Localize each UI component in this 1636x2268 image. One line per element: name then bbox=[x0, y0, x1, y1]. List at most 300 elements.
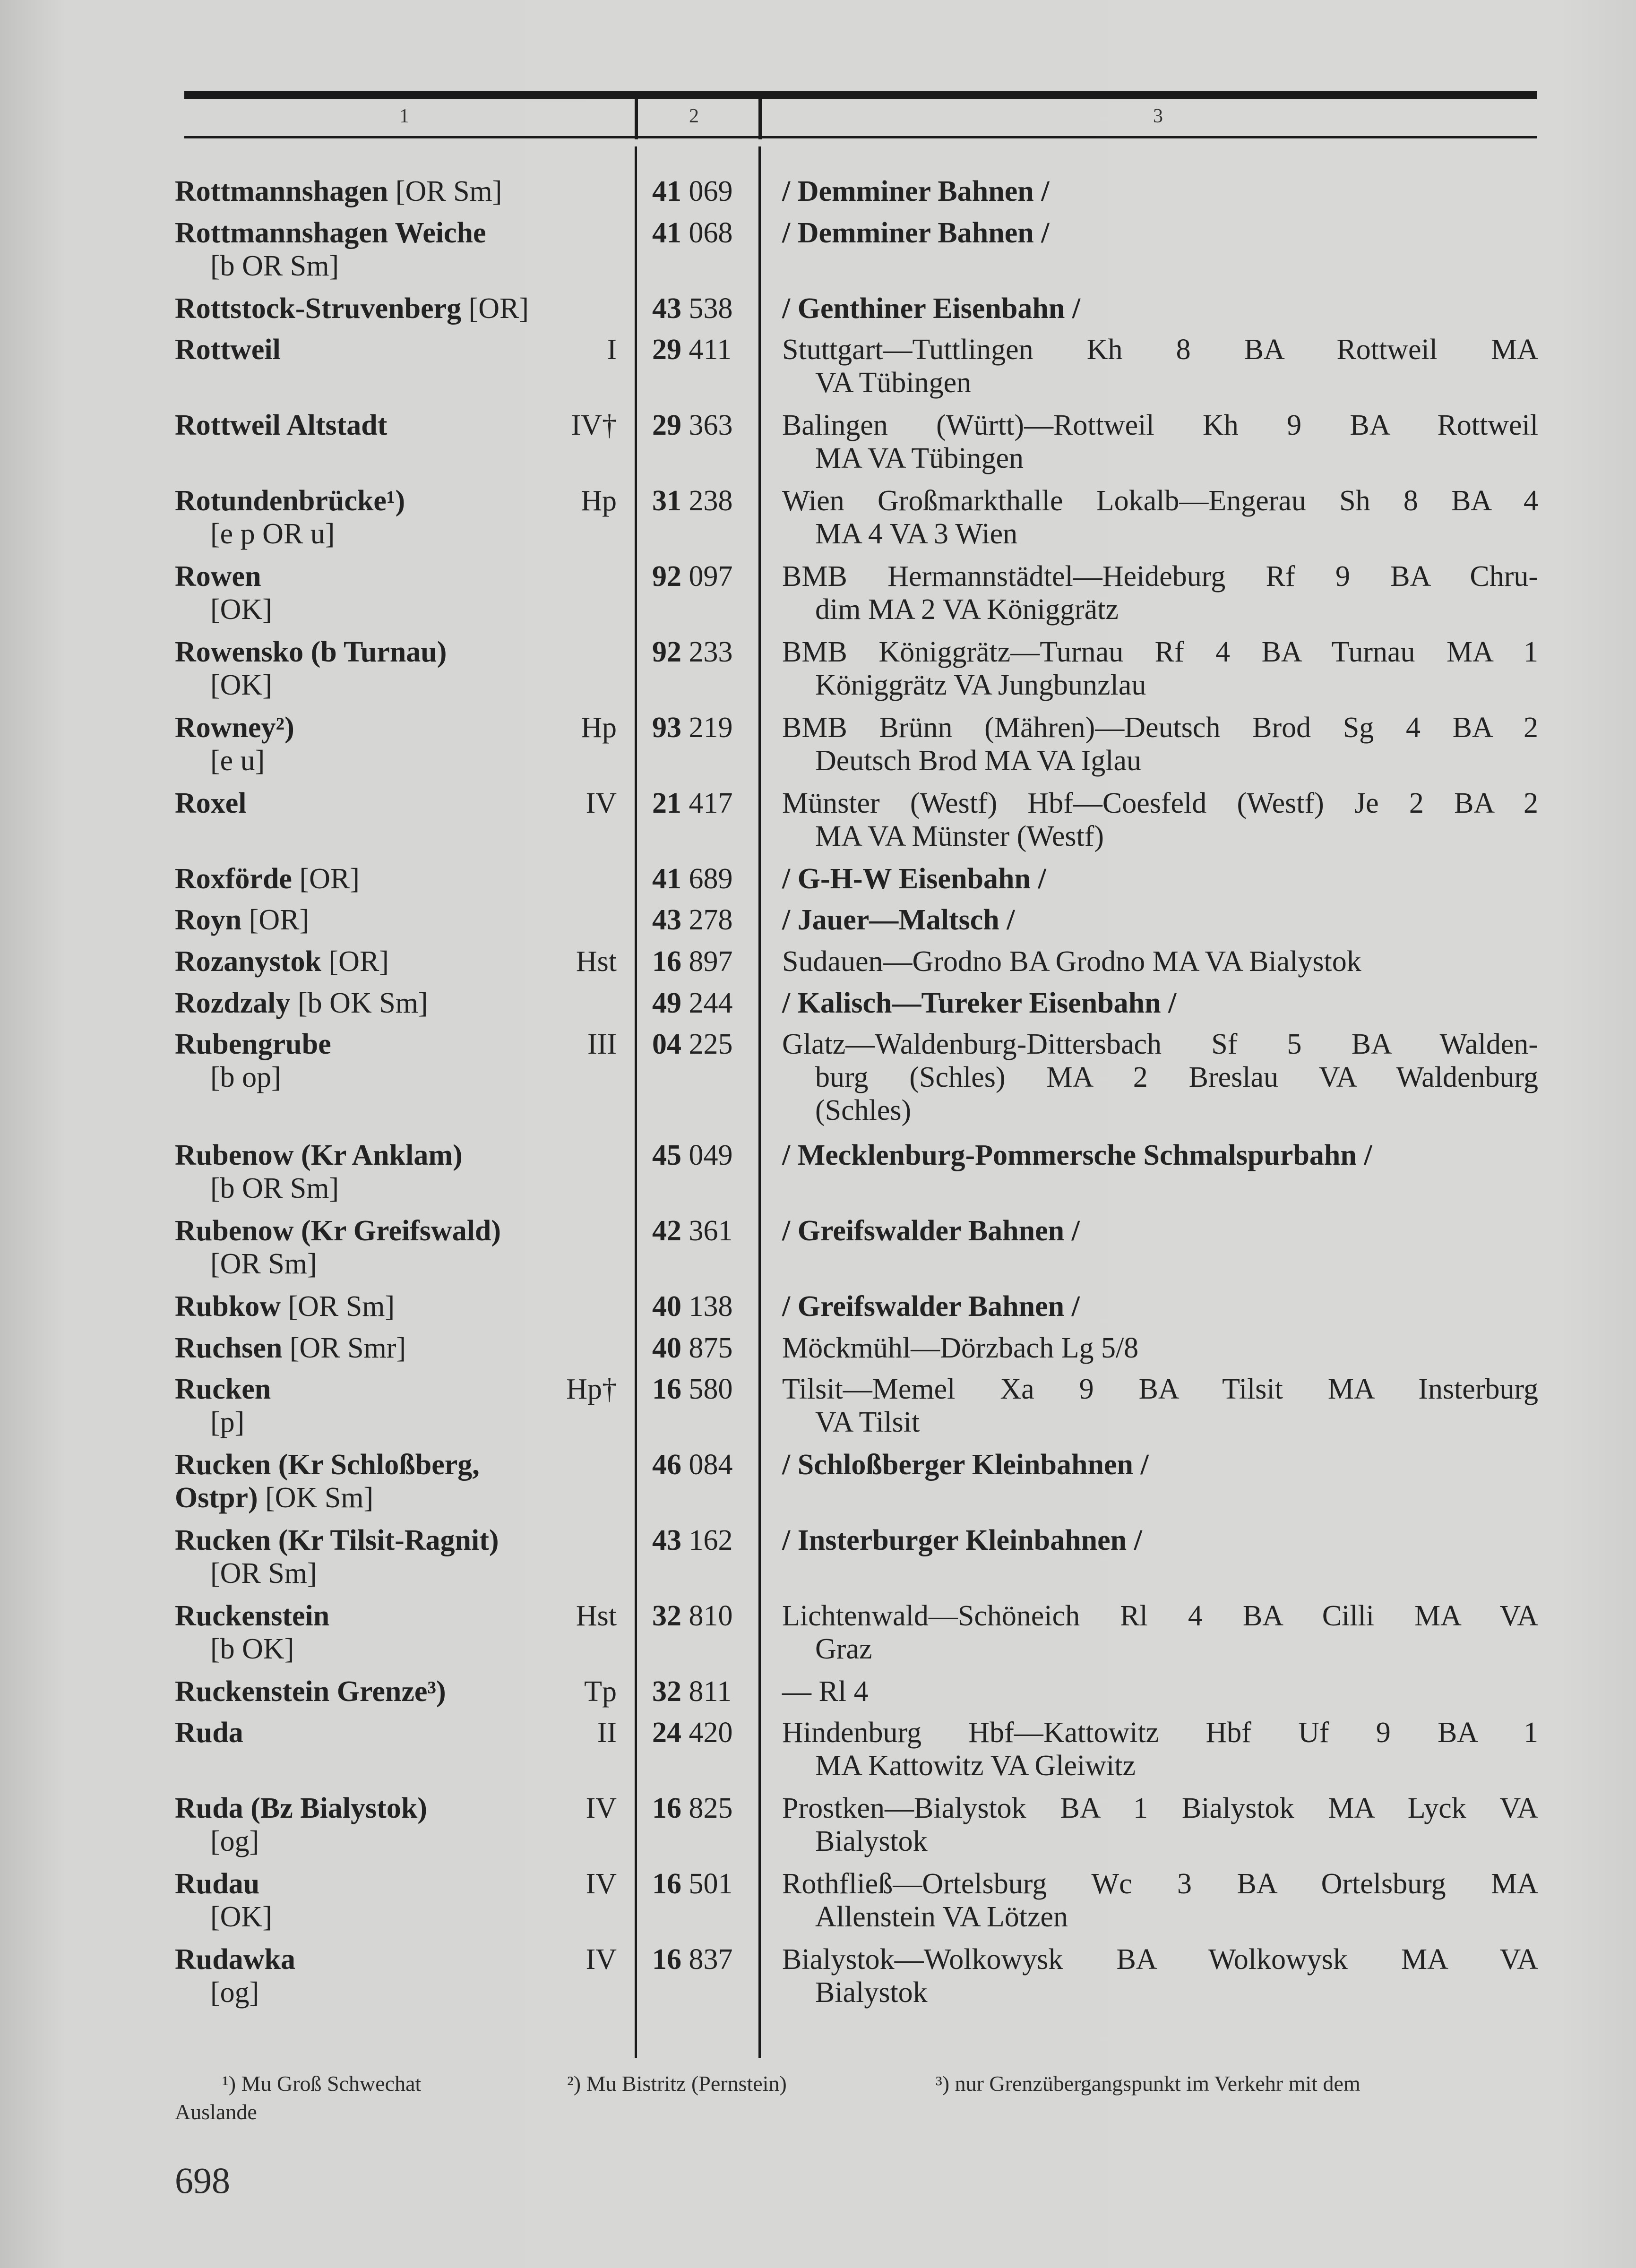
station-line bbox=[175, 636, 617, 669]
station-name: Ruchsen bbox=[175, 1332, 283, 1364]
route-cell bbox=[782, 333, 1538, 399]
station-cell bbox=[175, 560, 617, 626]
route-cell bbox=[782, 987, 1538, 1020]
station-cell bbox=[175, 862, 617, 895]
station-cell bbox=[175, 292, 617, 325]
station-number bbox=[652, 1599, 747, 1632]
station-code: [OR] bbox=[299, 863, 360, 895]
railway-name: / Demminer Bahnen / bbox=[782, 217, 1050, 249]
number-prefix: 32 bbox=[652, 1675, 681, 1708]
railway-name: / Genthiner Eisenbahn / bbox=[782, 292, 1081, 325]
number-suffix: 225 bbox=[689, 1028, 733, 1060]
station-name: Ruckenstein bbox=[175, 1600, 330, 1632]
station-code: [e p OR u] bbox=[210, 518, 335, 550]
route-line: MA Kattowitz VA Gleiwitz bbox=[815, 1750, 1136, 1782]
route-cell bbox=[782, 1599, 1538, 1666]
route-line: Sudauen—Grodno BA Grodno MA VA Bialystok bbox=[782, 945, 1361, 978]
station-cell bbox=[175, 636, 617, 702]
station-line bbox=[175, 484, 617, 517]
station-line bbox=[175, 1028, 617, 1061]
header-rule bbox=[184, 136, 1537, 138]
number-suffix: 361 bbox=[689, 1215, 733, 1247]
station-code: [OK] bbox=[210, 669, 272, 701]
station-line bbox=[175, 1448, 617, 1481]
station-code: [OR Sm] bbox=[395, 175, 502, 207]
station-name: Rucken (Kr Tilsit-Ragnit) bbox=[175, 1524, 499, 1556]
station-cell bbox=[175, 333, 617, 366]
route-line: burg (Schles) MA 2 Breslau VA Waldenburg bbox=[815, 1061, 1538, 1093]
number-prefix: 04 bbox=[652, 1028, 681, 1060]
station-class: Hst bbox=[576, 1600, 617, 1632]
railway-name: / Greifswalder Bahnen / bbox=[782, 1290, 1080, 1323]
number-suffix: 580 bbox=[689, 1373, 733, 1405]
station-name: Rottmannshagen Weiche bbox=[175, 217, 486, 249]
number-suffix: 244 bbox=[689, 987, 733, 1019]
route-line: MA 4 VA 3 Wien bbox=[815, 518, 1018, 550]
station-line bbox=[175, 1524, 617, 1557]
footnote-2: ²) Mu Bistritz (Pernstein) bbox=[567, 2071, 787, 2096]
station-number bbox=[652, 1373, 747, 1406]
station-name: Rottmannshagen bbox=[175, 175, 388, 207]
route-line: BMB Hermannstädtel—Heideburg Rf 9 BA Chru- bbox=[782, 560, 1538, 593]
page-number: 698 bbox=[175, 2160, 230, 2201]
column-header-1: 1 bbox=[399, 105, 409, 127]
station-cell bbox=[175, 216, 617, 283]
route-line: BMB Brünn (Mähren)—Deutsch Brod Sg 4 BA 2 bbox=[782, 712, 1538, 744]
station-code: [b op] bbox=[210, 1061, 281, 1093]
route-cell bbox=[782, 175, 1538, 208]
station-code: [og] bbox=[210, 1976, 259, 2009]
route-cell bbox=[782, 1448, 1538, 1481]
station-name: Rubenow (Kr Greifswald) bbox=[175, 1215, 501, 1247]
station-class: IV† bbox=[571, 409, 617, 441]
station-number bbox=[652, 333, 747, 366]
station-name: Rubenow (Kr Anklam) bbox=[175, 1139, 463, 1171]
number-prefix: 92 bbox=[652, 636, 681, 668]
number-prefix: 45 bbox=[652, 1139, 681, 1171]
station-code: [b OR Sm] bbox=[210, 250, 339, 282]
railway-name: / Demminer Bahnen / bbox=[782, 175, 1050, 207]
column-divider bbox=[758, 97, 762, 139]
station-line bbox=[175, 945, 617, 978]
route-cell bbox=[782, 1675, 1538, 1708]
route-line: (Schles) bbox=[815, 1094, 912, 1126]
station-cell bbox=[175, 1028, 617, 1094]
number-suffix: 420 bbox=[689, 1717, 733, 1749]
route-line: Lichtenwald—Schöneich Rl 4 BA Cilli MA VA bbox=[782, 1600, 1538, 1632]
station-number bbox=[652, 1867, 747, 1900]
route-line: Balingen (Württ)—Rottweil Kh 9 BA Rottweil bbox=[782, 409, 1538, 441]
route-cell bbox=[782, 1792, 1538, 1858]
number-suffix: 837 bbox=[689, 1943, 733, 1976]
station-number bbox=[652, 1943, 747, 1976]
station-cell bbox=[175, 945, 617, 978]
route-cell bbox=[782, 1332, 1538, 1365]
number-suffix: 068 bbox=[689, 217, 733, 249]
station-code: [p] bbox=[210, 1406, 245, 1438]
number-prefix: 32 bbox=[652, 1600, 681, 1632]
route-cell bbox=[782, 787, 1538, 853]
station-number bbox=[652, 216, 747, 249]
railway-name: / G-H-W Eisenbahn / bbox=[782, 863, 1046, 895]
station-cell bbox=[175, 1675, 617, 1708]
station-name-continued: Ostpr) bbox=[175, 1482, 258, 1514]
number-prefix: 43 bbox=[652, 904, 681, 936]
route-line: Prostken—Bialystok BA 1 Bialystok MA Lyck VA bbox=[782, 1792, 1538, 1824]
station-cell bbox=[175, 903, 617, 936]
station-number bbox=[652, 1139, 747, 1172]
route-line: Deutsch Brod MA VA Iglau bbox=[815, 745, 1142, 777]
station-line bbox=[175, 744, 617, 777]
station-class: II bbox=[597, 1717, 617, 1749]
number-suffix: 084 bbox=[689, 1449, 733, 1481]
column-header-2: 2 bbox=[689, 105, 699, 127]
route-line: MA VA Tübingen bbox=[815, 442, 1024, 474]
station-code: [og] bbox=[210, 1825, 259, 1857]
number-prefix: 16 bbox=[652, 945, 681, 978]
station-name: Rozanystok bbox=[175, 945, 322, 978]
station-name: Ruckenstein Grenze³) bbox=[175, 1675, 446, 1708]
station-line bbox=[175, 669, 617, 702]
number-suffix: 810 bbox=[689, 1600, 733, 1632]
station-line bbox=[175, 560, 617, 593]
station-name: Rubengrube bbox=[175, 1028, 331, 1060]
station-number bbox=[652, 711, 747, 744]
station-line bbox=[175, 1290, 617, 1323]
station-class: I bbox=[607, 334, 617, 366]
route-cell bbox=[782, 862, 1538, 895]
route-cell bbox=[782, 1943, 1538, 2009]
station-line bbox=[175, 1373, 617, 1406]
route-cell bbox=[782, 711, 1538, 777]
station-name: Rowensko (b Turnau) bbox=[175, 636, 447, 668]
station-line bbox=[175, 1632, 617, 1666]
station-number bbox=[652, 1792, 747, 1825]
route-line: VA Tilsit bbox=[815, 1406, 920, 1438]
number-suffix: 238 bbox=[689, 485, 733, 517]
railway-name: / Jauer—Maltsch / bbox=[782, 904, 1015, 936]
station-class: Tp bbox=[584, 1675, 617, 1708]
number-suffix: 689 bbox=[689, 863, 733, 895]
station-code: [OR] bbox=[328, 945, 389, 978]
number-prefix: 40 bbox=[652, 1332, 681, 1364]
station-name: Rowney²) bbox=[175, 712, 294, 744]
station-number bbox=[652, 409, 747, 442]
top-rule bbox=[184, 91, 1537, 99]
number-prefix: 31 bbox=[652, 485, 681, 517]
number-prefix: 16 bbox=[652, 1373, 681, 1405]
route-cell bbox=[782, 1139, 1538, 1172]
footnote-3: ³) nur Grenzübergangspunkt im Verkehr mit dem bbox=[936, 2071, 1360, 2096]
route-cell bbox=[782, 1373, 1538, 1439]
route-cell bbox=[782, 560, 1538, 626]
railway-name: / Kalisch—Tureker Eisenbahn / bbox=[782, 987, 1177, 1019]
station-line bbox=[175, 987, 617, 1020]
station-name: Rudawka bbox=[175, 1943, 295, 1976]
station-line bbox=[175, 517, 617, 550]
station-name: Rubkow bbox=[175, 1290, 281, 1323]
route-line: Wien Großmarkthalle Lokalb—Engerau Sh 8 BA 4 bbox=[782, 485, 1538, 517]
station-line bbox=[175, 1214, 617, 1247]
station-code: [OR Sm] bbox=[210, 1557, 317, 1589]
station-cell bbox=[175, 1139, 617, 1205]
station-cell bbox=[175, 1332, 617, 1365]
railway-name: / Schloßberger Kleinbahnen / bbox=[782, 1449, 1149, 1481]
number-suffix: 162 bbox=[689, 1524, 733, 1556]
station-cell bbox=[175, 1792, 617, 1858]
footnote-1: ¹) Mu Groß Schwechat bbox=[222, 2071, 422, 2096]
number-prefix: 93 bbox=[652, 712, 681, 744]
station-class: Hst bbox=[576, 945, 617, 978]
station-number bbox=[652, 1214, 747, 1247]
station-number bbox=[652, 292, 747, 325]
route-line: VA Tübingen bbox=[815, 367, 972, 399]
route-cell bbox=[782, 1716, 1538, 1782]
route-line: Möckmühl—Dörzbach Lg 5/8 bbox=[782, 1332, 1139, 1364]
station-code: [OR Sm] bbox=[288, 1290, 395, 1323]
station-number bbox=[652, 175, 747, 208]
station-name: Rucken bbox=[175, 1373, 271, 1405]
station-line bbox=[175, 1716, 617, 1749]
station-line bbox=[175, 1675, 617, 1708]
route-cell bbox=[782, 1524, 1538, 1557]
station-name: Ruda bbox=[175, 1717, 243, 1749]
station-name: Rudau bbox=[175, 1868, 260, 1900]
number-prefix: 41 bbox=[652, 863, 681, 895]
station-cell bbox=[175, 711, 617, 777]
station-class: Hp† bbox=[566, 1373, 617, 1405]
station-code: [OR Smr] bbox=[289, 1332, 406, 1364]
station-line bbox=[175, 1557, 617, 1590]
column-divider bbox=[635, 97, 638, 139]
station-class: III bbox=[587, 1028, 617, 1060]
station-cell bbox=[175, 484, 617, 550]
station-line bbox=[175, 1825, 617, 1858]
number-prefix: 24 bbox=[652, 1717, 681, 1749]
number-suffix: 825 bbox=[689, 1792, 733, 1824]
station-class: IV bbox=[586, 1943, 617, 1976]
route-line: Münster (Westf) Hbf—Coesfeld (Westf) Je 2 BA 2 bbox=[782, 787, 1538, 819]
station-line bbox=[175, 249, 617, 283]
route-line: Allenstein VA Lötzen bbox=[815, 1901, 1068, 1933]
route-cell bbox=[782, 1290, 1538, 1323]
footnote-3-continued: Auslande bbox=[175, 2100, 257, 2124]
station-code: [e u] bbox=[210, 745, 265, 777]
station-name: Rottweil bbox=[175, 334, 281, 366]
station-number bbox=[652, 1716, 747, 1749]
number-suffix: 897 bbox=[689, 945, 733, 978]
route-line: — Rl 4 bbox=[782, 1675, 869, 1708]
route-line: Königgrätz VA Jungbunzlau bbox=[815, 669, 1146, 701]
station-code: [b OK] bbox=[210, 1633, 294, 1665]
route-line: MA VA Münster (Westf) bbox=[815, 820, 1104, 852]
route-cell bbox=[782, 1214, 1538, 1247]
route-cell bbox=[782, 903, 1538, 936]
railway-name: / Insterburger Kleinbahnen / bbox=[782, 1524, 1142, 1556]
station-cell bbox=[175, 987, 617, 1020]
station-cell bbox=[175, 1290, 617, 1323]
route-line: Rothfließ—Ortelsburg Wc 3 BA Ortelsburg MA bbox=[782, 1868, 1538, 1900]
station-code: [b OR Sm] bbox=[210, 1172, 339, 1204]
number-suffix: 069 bbox=[689, 175, 733, 207]
number-prefix: 49 bbox=[652, 987, 681, 1019]
number-prefix: 16 bbox=[652, 1792, 681, 1824]
station-name: Roxförde bbox=[175, 863, 292, 895]
route-cell bbox=[782, 292, 1538, 325]
number-prefix: 92 bbox=[652, 560, 681, 593]
station-class: Hp bbox=[581, 485, 617, 517]
route-cell bbox=[782, 1028, 1538, 1127]
station-line bbox=[175, 1061, 617, 1094]
route-line: Bialystok bbox=[815, 1825, 928, 1857]
route-line: dim MA 2 VA Königgrätz bbox=[815, 593, 1119, 626]
station-line bbox=[175, 903, 617, 936]
route-line: Bialystok—Wolkowysk BA Wolkowysk MA VA bbox=[782, 1943, 1538, 1976]
station-line bbox=[175, 1481, 617, 1514]
station-line bbox=[175, 1172, 617, 1205]
number-prefix: 46 bbox=[652, 1449, 681, 1481]
station-number bbox=[652, 1675, 747, 1708]
station-number bbox=[652, 1290, 747, 1323]
station-class: IV bbox=[586, 1868, 617, 1900]
number-prefix: 16 bbox=[652, 1943, 681, 1976]
station-name: Royn bbox=[175, 904, 242, 936]
station-code: [OK Sm] bbox=[265, 1482, 374, 1514]
station-number bbox=[652, 903, 747, 936]
station-class: IV bbox=[586, 787, 617, 819]
station-line bbox=[175, 1867, 617, 1900]
number-suffix: 363 bbox=[689, 409, 733, 441]
station-line bbox=[175, 1943, 617, 1976]
route-cell bbox=[782, 1867, 1538, 1933]
station-line bbox=[175, 1900, 617, 1933]
number-prefix: 42 bbox=[652, 1215, 681, 1247]
station-number bbox=[652, 1028, 747, 1061]
station-name: Rucken (Kr Schloßberg, bbox=[175, 1449, 480, 1481]
station-cell bbox=[175, 1214, 617, 1280]
station-line bbox=[175, 862, 617, 895]
number-prefix: 16 bbox=[652, 1868, 681, 1900]
route-line: Tilsit—Memel Xa 9 BA Tilsit MA Insterburg bbox=[782, 1373, 1538, 1405]
station-name: Ruda (Bz Bialystok) bbox=[175, 1792, 427, 1824]
number-suffix: 097 bbox=[689, 560, 733, 593]
column-divider bbox=[635, 146, 637, 2058]
column-divider bbox=[758, 146, 761, 2058]
station-number bbox=[652, 862, 747, 895]
station-name: Rozdzaly bbox=[175, 987, 291, 1019]
station-cell bbox=[175, 1867, 617, 1933]
station-line bbox=[175, 1247, 617, 1280]
station-line bbox=[175, 593, 617, 626]
number-suffix: 278 bbox=[689, 904, 733, 936]
station-number bbox=[652, 560, 747, 593]
route-cell bbox=[782, 409, 1538, 475]
number-prefix: 41 bbox=[652, 175, 681, 207]
station-code: [OR] bbox=[468, 292, 529, 325]
railway-name: / Greifswalder Bahnen / bbox=[782, 1215, 1080, 1247]
number-suffix: 875 bbox=[689, 1332, 733, 1364]
station-cell bbox=[175, 1716, 617, 1749]
station-line bbox=[175, 1139, 617, 1172]
number-suffix: 233 bbox=[689, 636, 733, 668]
station-code: [b OK Sm] bbox=[298, 987, 428, 1019]
station-line bbox=[175, 292, 617, 325]
station-code: [OR Sm] bbox=[210, 1248, 317, 1280]
station-class: IV bbox=[586, 1792, 617, 1824]
station-line bbox=[175, 711, 617, 744]
route-cell bbox=[782, 216, 1538, 249]
column-header-3: 3 bbox=[1153, 105, 1163, 127]
station-number bbox=[652, 484, 747, 517]
station-cell bbox=[175, 175, 617, 208]
station-line bbox=[175, 1792, 617, 1825]
route-line: BMB Königgrätz—Turnau Rf 4 BA Turnau MA 1 bbox=[782, 636, 1538, 668]
route-line: Glatz—Waldenburg-Dittersbach Sf 5 BA Walden- bbox=[782, 1028, 1538, 1060]
number-prefix: 41 bbox=[652, 217, 681, 249]
station-line bbox=[175, 409, 617, 442]
number-suffix: 811 bbox=[689, 1675, 732, 1708]
station-line bbox=[175, 333, 617, 366]
number-prefix: 43 bbox=[652, 1524, 681, 1556]
station-cell bbox=[175, 1524, 617, 1590]
railway-name: / Mecklenburg-Pommersche Schmalspurbahn / bbox=[782, 1139, 1372, 1171]
number-prefix: 29 bbox=[652, 409, 681, 441]
station-line bbox=[175, 1976, 617, 2009]
number-suffix: 501 bbox=[689, 1868, 733, 1900]
station-cell bbox=[175, 409, 617, 442]
number-suffix: 049 bbox=[689, 1139, 733, 1171]
station-cell bbox=[175, 1943, 617, 2009]
station-number bbox=[652, 1332, 747, 1365]
station-cell bbox=[175, 1448, 617, 1514]
station-code: [OK] bbox=[210, 593, 272, 626]
route-line: Hindenburg Hbf—Kattowitz Hbf Uf 9 BA 1 bbox=[782, 1717, 1538, 1749]
station-number bbox=[652, 1448, 747, 1481]
station-code: [OR] bbox=[249, 904, 310, 936]
route-line: Stuttgart—Tuttlingen Kh 8 BA Rottweil MA bbox=[782, 334, 1538, 366]
station-line bbox=[175, 175, 617, 208]
route-cell bbox=[782, 636, 1538, 702]
number-prefix: 43 bbox=[652, 292, 681, 325]
number-prefix: 29 bbox=[652, 334, 681, 366]
station-class: Hp bbox=[581, 712, 617, 744]
station-code: [OK] bbox=[210, 1901, 272, 1933]
station-line bbox=[175, 1406, 617, 1439]
station-number bbox=[652, 787, 747, 820]
route-line: Graz bbox=[815, 1633, 872, 1665]
station-name: Roxel bbox=[175, 787, 247, 819]
station-number bbox=[652, 1524, 747, 1557]
station-name: Rowen bbox=[175, 560, 261, 593]
station-cell bbox=[175, 787, 617, 820]
station-name: Rottweil Altstadt bbox=[175, 409, 387, 441]
route-line: Bialystok bbox=[815, 1976, 928, 2009]
station-cell bbox=[175, 1373, 617, 1439]
station-cell bbox=[175, 1599, 617, 1666]
station-number bbox=[652, 987, 747, 1020]
station-name: Rotundenbrücke¹) bbox=[175, 485, 405, 517]
station-line bbox=[175, 787, 617, 820]
number-suffix: 219 bbox=[689, 712, 733, 744]
route-cell bbox=[782, 484, 1538, 550]
station-line bbox=[175, 216, 617, 249]
number-suffix: 138 bbox=[689, 1290, 733, 1323]
station-number bbox=[652, 636, 747, 669]
station-number bbox=[652, 945, 747, 978]
station-name: Rottstock-Struvenberg bbox=[175, 292, 462, 325]
station-line bbox=[175, 1332, 617, 1365]
number-suffix: 417 bbox=[689, 787, 733, 819]
